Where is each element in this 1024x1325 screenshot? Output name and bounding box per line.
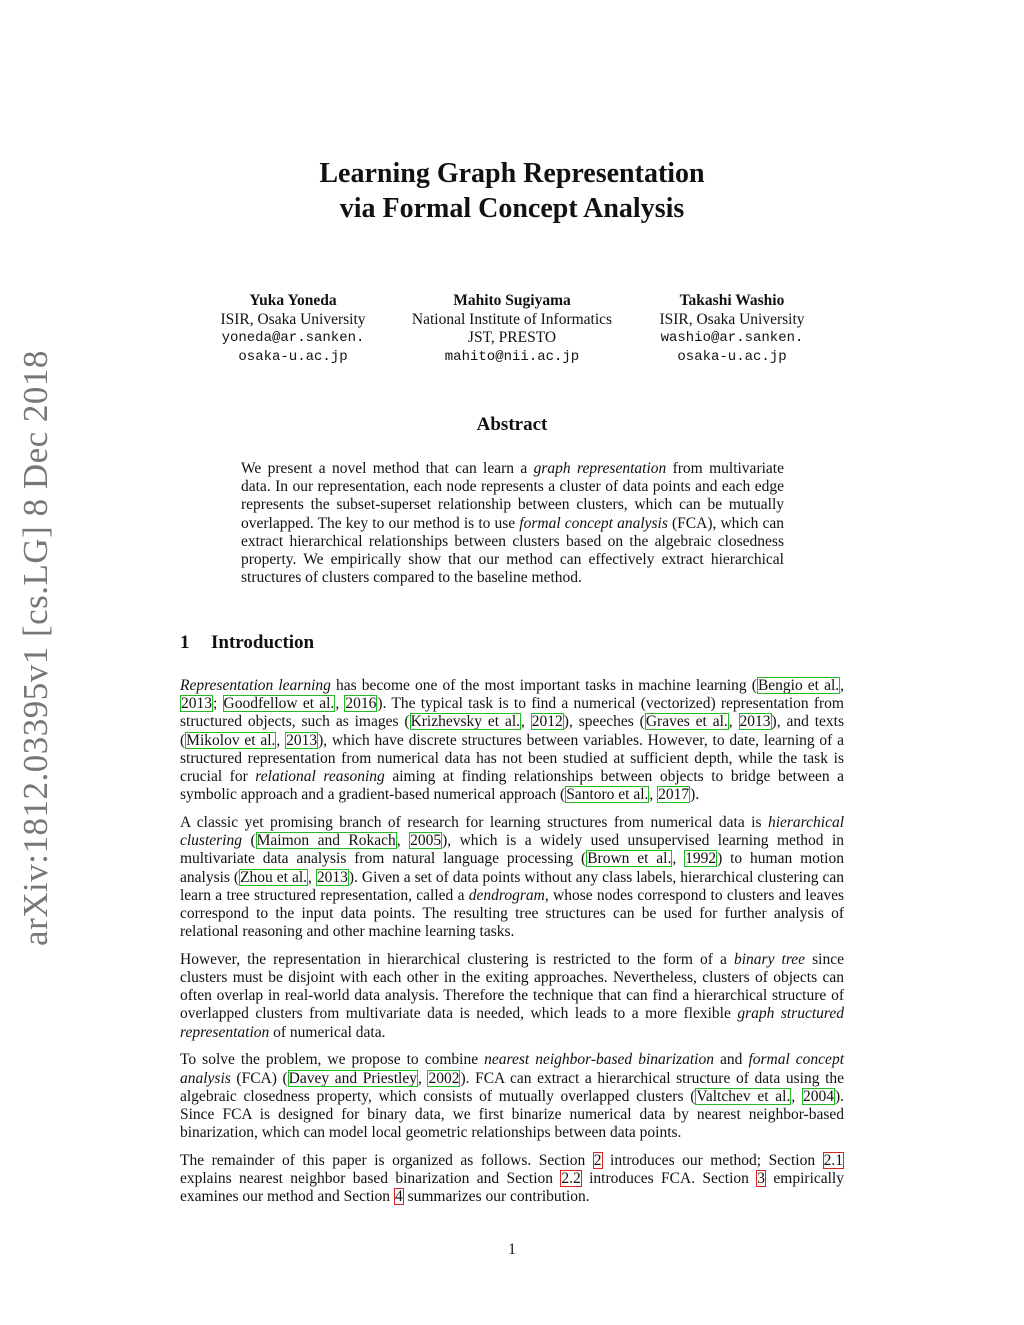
author-name: Mahito Sugiyama — [453, 292, 571, 309]
text-run: ), which is a widely used unsupervised learning method in multivariate data analysis from natural language processing ( — [180, 832, 844, 868]
author-yoneda — [203, 292, 383, 366]
citation-link[interactable]: 2004 — [802, 1087, 834, 1105]
author-email[interactable]: yoneda@ar.sanken. — [221, 330, 365, 346]
author-affiliation: National Institute of Informatics — [411, 310, 613, 328]
paragraph-4 — [180, 1051, 844, 1142]
citation-link[interactable]: 2012 — [531, 713, 563, 731]
author-affiliation: ISIR, Osaka University — [659, 310, 805, 328]
text-run: ). Since FCA is designed for binary data, we first binarize numerical data by nearest neighbor-based binarization, which can model local geometric relationships between data points. — [180, 1087, 844, 1142]
section-number: 1 — [180, 632, 190, 653]
emphasis: formal concept analysis — [180, 1051, 844, 1087]
citation-link[interactable]: Goodfellow et al. — [223, 695, 335, 713]
citation-link[interactable]: Davey and Priestley — [288, 1069, 417, 1087]
section-heading-introduction — [180, 632, 314, 654]
text-run: , — [728, 713, 739, 731]
text-run: , whose nodes correspond to clusters and leaves correspond to the input data points. The resulting tree structures can be used for further analysis of relational reasoning and other machine learning tasks. — [180, 886, 844, 941]
text-run: The remainder of this paper is organized as follows. Section — [180, 1151, 593, 1169]
abstract-text-run: We present a novel method that can learn a — [241, 460, 534, 477]
author-affiliation: ISIR, Osaka University — [220, 310, 366, 328]
emphasis: graph structured representation — [180, 1005, 844, 1041]
text-run: , — [417, 1069, 428, 1087]
emphasis: hierarchical clustering — [180, 813, 844, 850]
citation-link[interactable]: Krizhevsky et al. — [410, 713, 521, 731]
citation-link[interactable]: 2002 — [428, 1069, 460, 1087]
author-washio — [642, 292, 822, 366]
abstract-emphasis: formal concept analysis — [519, 514, 668, 532]
section-ref-link[interactable]: 2 — [593, 1151, 602, 1169]
paragraph-5 — [180, 1152, 844, 1207]
emphasis: Representation learning — [180, 677, 331, 694]
citation-link[interactable]: Zhou et al. — [240, 868, 308, 886]
section-ref-link[interactable]: 4 — [394, 1188, 403, 1206]
author-sugiyama — [397, 292, 627, 366]
text-run: ( — [242, 832, 256, 850]
text-run: aiming at finding relationships between objects to bridge between a symbolic approach and a gradient-based numerical approach ( — [180, 768, 844, 804]
text-run: , — [649, 786, 658, 804]
citation-link[interactable]: 2013 — [316, 868, 348, 886]
text-run: ; — [213, 695, 223, 713]
text-run: since clusters must be disjoint with each other in the exiting approaches. Nevertheless, clusters of objects can often overlap in real-world data analysis. Therefore the technique that can find a hierarchical structure of overlapped clusters from multivariate data is needed, which leads to a more flexible — [180, 950, 844, 1023]
author-name: Yuka Yoneda — [249, 292, 337, 309]
citation-link[interactable]: Mikolov et al. — [186, 731, 276, 749]
text-run: introduces our method; Section — [602, 1151, 823, 1169]
text-run: introduces FCA. Section — [581, 1170, 757, 1188]
text-run: However, the representation in hierarchical clustering is restricted to the form of a — [180, 950, 734, 968]
arxiv-identifier: arXiv:1812.03395v1 [cs.LG] 8 Dec 2018 — [16, 349, 56, 946]
citation-link[interactable]: Graves et al. — [645, 713, 728, 731]
author-email-cont[interactable]: osaka-u.ac.jp — [677, 348, 787, 365]
arxiv-stamp — [6, 0, 66, 1325]
title-line-2: via Formal Concept Analysis — [339, 193, 685, 224]
citation-link[interactable]: 2013 — [286, 731, 318, 749]
emphasis: binary tree — [734, 950, 806, 968]
text-run: ). FCA can extract a hierarchical structure of data using the algebraic closedness property, which consists of mutually overlapped clusters ( — [180, 1069, 845, 1105]
text-run: , — [672, 850, 685, 868]
text-run: (FCA) ( — [230, 1069, 288, 1087]
text-run: , — [840, 677, 845, 694]
author-email[interactable]: mahito@nii.ac.jp — [444, 348, 580, 365]
citation-link[interactable]: Maimon and Rokach — [256, 832, 396, 850]
text-run: explains nearest neighbor based binarization and Section — [180, 1170, 561, 1188]
text-run: empirically examines our method and Section — [180, 1170, 844, 1206]
text-run: of numerical data. — [269, 1023, 386, 1041]
emphasis: relational reasoning — [255, 768, 385, 786]
citation-link[interactable]: 2013 — [181, 695, 212, 713]
text-run: ) to human motion analysis ( — [180, 850, 844, 886]
text-run: , — [276, 731, 286, 749]
section-title: Introduction — [211, 632, 315, 653]
paragraph-3 — [180, 951, 844, 1042]
text-run: ). — [690, 786, 700, 804]
abstract-emphasis: graph representation — [533, 460, 667, 477]
citation-link[interactable]: Brown et al. — [587, 850, 672, 868]
citation-link[interactable]: 1992 — [685, 850, 717, 868]
text-run: ), speeches ( — [563, 713, 645, 731]
emphasis: nearest neighbor-based binarization — [484, 1051, 714, 1069]
author-email[interactable]: washio@ar.sanken. — [660, 330, 804, 346]
text-run: A classic yet promising branch of research for learning structures from numerical data is — [180, 813, 768, 831]
abstract-text-run: (FCA), which can extract hierarchical relationships between clusters based on the algebraic closedness property. We empirically show that our method can effectively extract hierarchical structures of clusters compared to the baseline method. — [241, 514, 784, 587]
section-ref-link[interactable]: 2.1 — [823, 1151, 843, 1169]
abstract-text — [241, 460, 784, 587]
author-affiliation-2: JST, PRESTO — [467, 329, 557, 346]
citation-link[interactable]: 2005 — [410, 832, 442, 850]
text-run: , — [308, 868, 316, 886]
text-run: ), which have discrete structures between variables. However, to date, learning of a structured representation from numerical data has not been studied at sufficient depth, while the task is crucial for — [180, 731, 844, 786]
citation-link[interactable]: 2013 — [739, 713, 771, 731]
text-run: , — [396, 832, 410, 850]
text-run: , — [335, 695, 345, 713]
section-ref-link[interactable]: 2.2 — [561, 1170, 581, 1188]
citation-link[interactable]: 2016 — [345, 695, 377, 713]
introduction-body — [180, 677, 844, 1216]
paragraph-1 — [180, 677, 844, 804]
text-run: ). The typical task is to find a numerical (vectorized) representation from structured objects, such as images ( — [180, 695, 844, 731]
citation-link[interactable]: 2017 — [658, 786, 690, 804]
title-line-1: Learning Graph Representation — [319, 158, 705, 189]
abstract-heading: Abstract — [476, 414, 548, 435]
citation-link[interactable]: Valtchev et al. — [696, 1087, 791, 1105]
citation-link[interactable]: Bengio et al. — [757, 677, 840, 694]
text-run: has become one of the most important tasks in machine learning ( — [330, 677, 757, 694]
citation-link[interactable]: Santoro et al. — [566, 786, 649, 804]
text-run: To solve the problem, we propose to combine — [180, 1051, 485, 1069]
author-email-cont[interactable]: osaka-u.ac.jp — [238, 348, 348, 365]
emphasis: dendrogram — [468, 886, 545, 904]
text-run: and — [714, 1051, 749, 1069]
paragraph-2 — [180, 814, 844, 941]
abstract-text-run: from multivariate data. In our representation, each node represents a cluster of data points and each edge represents the subset-superset relationship between clusters, which can be mutually overlapped. The key to our method is to use — [241, 460, 784, 532]
text-run: , — [521, 713, 531, 731]
text-run: summarizes our contribution. — [403, 1188, 590, 1206]
text-run: ). Given a set of data points without any class labels, hierarchical clustering can learn a tree structured representation, called a — [180, 868, 844, 904]
page-number: 1 — [508, 1241, 516, 1258]
author-name: Takashi Washio — [679, 292, 785, 309]
text-run: , — [791, 1087, 802, 1105]
text-run: ), and texts ( — [180, 713, 845, 749]
section-ref-link[interactable]: 3 — [757, 1170, 766, 1188]
paper-title — [180, 156, 844, 226]
